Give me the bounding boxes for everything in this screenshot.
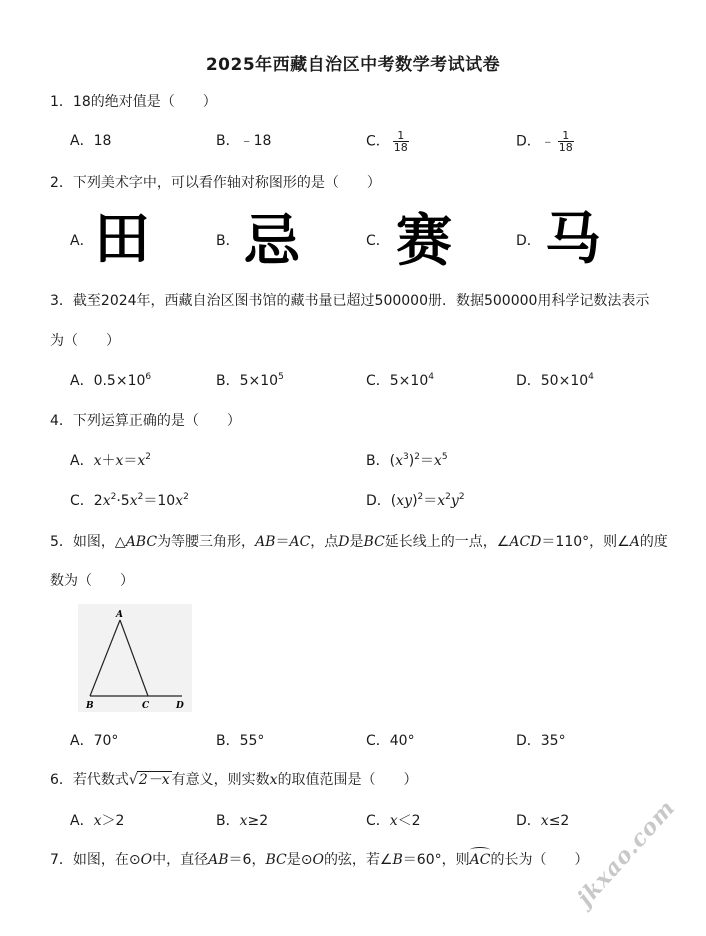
q1-option-b: B．﹣18 [216,133,272,149]
q2-option-b-label: B． [216,233,240,249]
q6-option-d: D．x≤2 [516,813,570,829]
q4-option-c: C．$2x^2\cdot 5x^2=10x^2$ [70,492,189,509]
question-5-stem-line1: 5．如图，△ABC为等腰三角形，AB＝AC，点D是BC延长线上的一点，∠ACD＝110°，则∠A的度 [50,534,668,550]
question-4-stem: 4．下列运算正确的是（ ） [50,413,241,429]
question-3-stem-line1: 3．截至2024年，西藏自治区图书馆的藏书量已超过500000册．数据500000用科学记数法表示 [50,293,650,309]
sqrt-sign: √ [128,772,138,788]
q2-option-d-label: D． [516,233,541,249]
question-2-stem: 2．下列美术字中，可以看作轴对称图形的是（ ） [50,175,381,191]
q5-option-c: C．40° [366,733,415,749]
q4-option-a: A．$x+x=x^2$ [70,452,152,469]
q2-option-a-char: 田 [94,207,150,272]
point-c-label: C [142,701,150,711]
q5-option-b: B．55° [216,733,265,749]
q2-option-d-char: 马 [545,207,601,272]
point-b-label: B [86,701,94,711]
point-a-label: A [116,610,123,620]
arc-ac: AC [469,852,491,868]
q4-option-d: D．$(xy)^2=x^2y^2$ [366,492,465,509]
q4-option-b: B．$(x^3)^2=x^5$ [366,452,448,469]
q2-option-c-label: C． [366,233,390,249]
q5-option-d: D．35° [516,733,566,749]
q2-option-c-char: 赛 [396,209,452,274]
question-7-stem: 7．如图，在⊙O中，直径AB＝6，BC是⊙O的弦，若∠B＝60°，则AC的长为（ ） [50,852,589,868]
question-1-stem: 1．18的绝对值是（ ） [50,94,217,110]
question-5-stem-line2: 数为（ ） [50,573,134,589]
page-title: 2025年西藏自治区中考数学考试试卷 [205,55,501,75]
q3-option-d: D．$50\times 10^4$ [516,372,594,389]
q2-option-a-label: A． [70,233,94,249]
point-d-label: D [176,701,184,711]
watermark: jkxao.com [572,794,681,912]
q1-option-d: D．﹣ $\frac{1}{18}$ [516,129,573,154]
radicand: 2－x [138,772,170,788]
q5-option-a: A．70° [70,733,119,749]
question-3-stem-line2: 为（ ） [50,333,120,349]
triangle-figure [78,604,192,712]
question-6-stem: 6．若代数式√2－x 有意义，则实数x的取值范围是（ ） [50,772,418,788]
triangle-diagram [78,604,192,712]
q6-option-a: A．x＞2 [70,813,125,829]
q3-option-b: B．$5\times 10^5$ [216,372,284,389]
fraction: $\frac{1}{18}$ [558,129,573,154]
q3-option-c: C．$5\times 10^4$ [366,372,434,389]
q2-option-b-char: 忌 [244,209,300,274]
q3-option-a: A．$0.5\times 10^6$ [70,372,152,389]
q6-option-b: B．x≥2 [216,813,269,829]
q6-option-c: C．x＜2 [366,813,421,829]
q1-option-a: A．18 [70,133,112,149]
q1-option-c: C． $\frac{1}{18}$ [366,129,408,154]
fraction: $\frac{1}{18}$ [393,129,408,154]
